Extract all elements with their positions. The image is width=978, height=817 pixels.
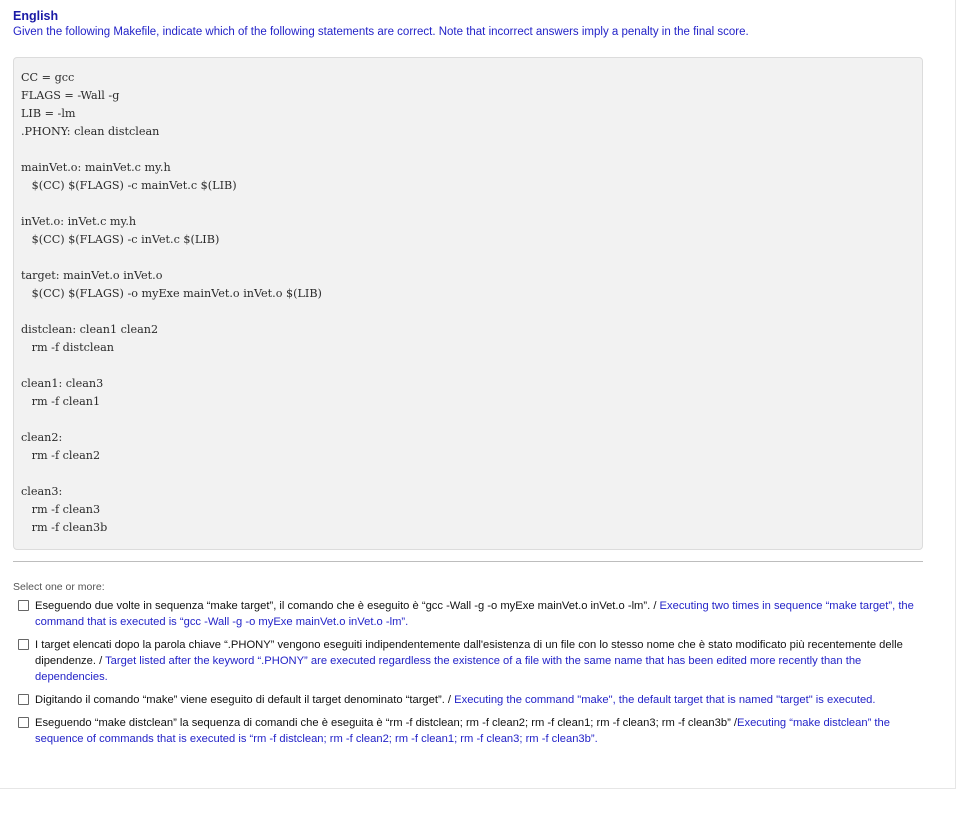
code-line: rm -f clean3b — [21, 521, 108, 534]
option-2-english: Target listed after the keyword “.PHONY” are executed regardless the existence of a file with the same name that has been edited more recently than the dependencies. — [35, 655, 862, 683]
language-heading: English — [13, 9, 59, 23]
section-divider — [13, 561, 923, 562]
answer-option-3[interactable] — [13, 692, 923, 708]
code-line: clean3: — [21, 485, 63, 498]
question-content — [13, 9, 923, 754]
option-2-italian: I target elencati dopo la parola chiave “.PHONY” vengono eseguiti indipendentemente dall'esistenza di un file con lo stesso nome che è stato modificato più recentemente delle dipendenze. / — [35, 639, 903, 667]
checkbox-option-1[interactable] — [18, 600, 29, 611]
option-1-english: Executing two times in sequence “make target”, the command that is executed is “gcc -Wall -g -o myExe mainVet.o inVet.o -lm”. — [35, 600, 914, 628]
checkbox-option-2[interactable] — [18, 639, 29, 650]
answer-option-1[interactable] — [13, 598, 923, 630]
code-line: mainVet.o: mainVet.c my.h — [21, 161, 171, 174]
code-line: rm -f clean3 — [21, 503, 101, 516]
code-line: target: mainVet.o inVet.o — [21, 269, 163, 282]
code-line — [21, 465, 915, 483]
option-3-italian: Digitando il comando “make” viene eseguito di default il target denominato “target”. / — [35, 694, 455, 706]
code-line — [21, 195, 915, 213]
option-1-italian: Eseguendo due volte in sequenza “make target”, il comando che è eseguito è “gcc -Wall -g -o myExe mainVet.o inVet.o -lm”. / — [35, 600, 660, 612]
code-line: CC = gcc — [21, 71, 75, 84]
code-line: rm -f clean2 — [21, 449, 101, 462]
code-line: $(CC) $(FLAGS) -c mainVet.c $(LIB) — [21, 179, 237, 192]
answer-option-2[interactable] — [13, 637, 923, 685]
code-line: LIB = -lm — [21, 107, 76, 120]
code-line — [21, 249, 915, 267]
code-line — [21, 411, 915, 429]
answer-prompt: Select one or more: — [13, 581, 105, 593]
question-intro: Given the following Makefile, indicate which of the following statements are correct. Note that incorrect answers imply a penalty in the final score. — [13, 26, 749, 38]
code-line — [21, 357, 915, 375]
option-3-english: Executing the command "make", the default target that is named "target" is executed. — [454, 694, 876, 706]
answer-options — [13, 598, 923, 747]
code-line: $(CC) $(FLAGS) -c inVet.c $(LIB) — [21, 233, 220, 246]
code-line: inVet.o: inVet.c my.h — [21, 215, 137, 228]
code-line: .PHONY: clean distclean — [21, 125, 160, 138]
code-line: rm -f clean1 — [21, 395, 101, 408]
code-line: clean2: — [21, 431, 63, 444]
code-line: $(CC) $(FLAGS) -o myExe mainVet.o inVet.o $(LIB) — [21, 287, 322, 300]
code-line: clean1: clean3 — [21, 377, 104, 390]
answer-option-4[interactable] — [13, 715, 923, 747]
makefile-code-block — [13, 57, 923, 550]
code-line: FLAGS = -Wall -g — [21, 89, 120, 102]
option-4-english: Executing “make distclean” the sequence of commands that is executed is “rm -f distclean; rm -f clean2; rm -f clean1; rm -f clean3; rm -f clean3b”. — [35, 717, 890, 745]
checkbox-option-3[interactable] — [18, 694, 29, 705]
code-line — [21, 141, 915, 159]
code-line: distclean: clean1 clean2 — [21, 323, 159, 336]
code-line — [21, 303, 915, 321]
option-4-italian: Eseguendo “make distclean” la sequenza di comandi che è eseguita è “rm -f distclean; rm -f clean2; rm -f clean1; rm -f clean3; rm -f clean3b” / — [35, 717, 738, 729]
checkbox-option-4[interactable] — [18, 717, 29, 728]
code-line: rm -f distclean — [21, 341, 114, 354]
